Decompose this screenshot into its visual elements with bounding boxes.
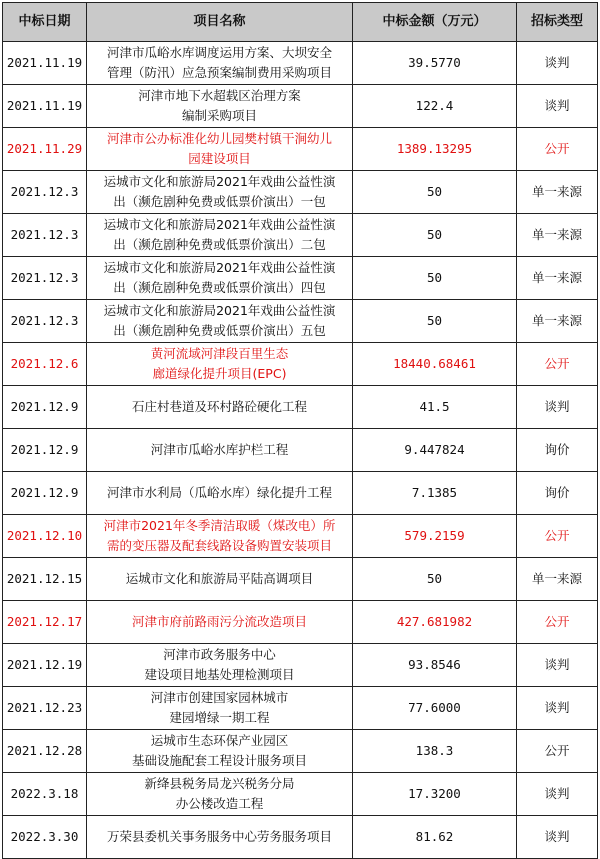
table-row bbox=[3, 429, 598, 472]
project-name-line-2: 管理（防汛）应急预案编制费用采购项目 bbox=[106, 65, 332, 80]
row-project-name bbox=[87, 85, 353, 128]
row-project-name bbox=[87, 601, 353, 644]
project-name-line-1: 河津市政务服务中心 bbox=[163, 647, 276, 662]
table-row bbox=[3, 644, 598, 687]
row-date: 2021.12.3 bbox=[3, 214, 87, 257]
row-date: 2021.12.9 bbox=[3, 472, 87, 515]
project-name-line-2: 出（濒危剧种免费或低票价演出）四包 bbox=[113, 280, 326, 295]
project-name-line-1: 运城市文化和旅游局2021年戏曲公益性演 bbox=[103, 303, 336, 318]
row-amount: 77.6000 bbox=[353, 687, 517, 730]
row-date: 2022.3.30 bbox=[3, 816, 87, 859]
row-amount: 39.5770 bbox=[353, 42, 517, 85]
project-name-line-2: 建设项目地基处理检测项目 bbox=[144, 667, 295, 682]
row-project-name bbox=[87, 128, 353, 171]
table-row bbox=[3, 816, 598, 859]
project-name-line-1: 河津市2021年冬季清洁取暖（煤改电）所 bbox=[103, 518, 336, 533]
project-name-line-1: 石庄村巷道及环村路砼硬化工程 bbox=[131, 399, 307, 414]
row-project-name bbox=[87, 644, 353, 687]
project-name-line-1: 运城市文化和旅游局2021年戏曲公益性演 bbox=[103, 174, 336, 189]
table-row bbox=[3, 171, 598, 214]
row-bid-type: 单一来源 bbox=[517, 257, 598, 300]
project-name-line-2: 园建设项目 bbox=[188, 151, 251, 166]
row-bid-type: 公开 bbox=[517, 601, 598, 644]
row-date: 2021.12.3 bbox=[3, 257, 87, 300]
project-name-line-2: 出（濒危剧种免费或低票价演出）一包 bbox=[113, 194, 326, 209]
row-project-name bbox=[87, 214, 353, 257]
row-date: 2021.12.3 bbox=[3, 171, 87, 214]
project-name-line-1: 河津市创建国家园林城市 bbox=[150, 690, 289, 705]
project-name-line-1: 黄河流域河津段百里生态 bbox=[150, 346, 289, 361]
table-row bbox=[3, 343, 598, 386]
row-amount: 1389.13295 bbox=[353, 128, 517, 171]
table-body bbox=[3, 42, 598, 859]
row-bid-type: 公开 bbox=[517, 343, 598, 386]
row-bid-type: 公开 bbox=[517, 515, 598, 558]
row-amount: 122.4 bbox=[353, 85, 517, 128]
row-bid-type: 询价 bbox=[517, 472, 598, 515]
project-name-line-1: 河津市瓜峪水库护栏工程 bbox=[150, 442, 289, 457]
project-name-line-1: 河津市瓜峪水库调度运用方案、大坝安全 bbox=[106, 45, 332, 60]
row-project-name bbox=[87, 816, 353, 859]
table-row bbox=[3, 773, 598, 816]
row-project-name bbox=[87, 773, 353, 816]
project-name-line-1: 运城市文化和旅游局2021年戏曲公益性演 bbox=[103, 260, 336, 275]
row-date: 2021.12.23 bbox=[3, 687, 87, 730]
header-date: 中标日期 bbox=[3, 3, 87, 42]
project-name-line-1: 运城市生态环保产业园区 bbox=[150, 733, 289, 748]
bid-results-table bbox=[2, 2, 598, 859]
row-project-name bbox=[87, 386, 353, 429]
row-bid-type: 公开 bbox=[517, 730, 598, 773]
project-name-line-2: 基础设施配套工程设计服务项目 bbox=[131, 753, 307, 768]
row-project-name bbox=[87, 730, 353, 773]
row-date: 2021.12.3 bbox=[3, 300, 87, 343]
row-amount: 50 bbox=[353, 214, 517, 257]
row-bid-type: 谈判 bbox=[517, 85, 598, 128]
table-row bbox=[3, 687, 598, 730]
row-bid-type: 公开 bbox=[517, 128, 598, 171]
row-date: 2021.12.9 bbox=[3, 429, 87, 472]
row-date: 2021.12.19 bbox=[3, 644, 87, 687]
row-project-name bbox=[87, 429, 353, 472]
row-bid-type: 单一来源 bbox=[517, 558, 598, 601]
row-amount: 93.8546 bbox=[353, 644, 517, 687]
row-date: 2021.11.19 bbox=[3, 42, 87, 85]
project-name-line-1: 河津市府前路雨污分流改造项目 bbox=[131, 614, 307, 629]
row-amount: 17.3200 bbox=[353, 773, 517, 816]
table-row bbox=[3, 85, 598, 128]
row-project-name bbox=[87, 687, 353, 730]
row-project-name bbox=[87, 42, 353, 85]
table-row bbox=[3, 472, 598, 515]
row-amount: 7.1385 bbox=[353, 472, 517, 515]
table-row bbox=[3, 257, 598, 300]
project-name-line-2: 建园增绿一期工程 bbox=[169, 710, 270, 725]
row-bid-type: 单一来源 bbox=[517, 171, 598, 214]
row-amount: 81.62 bbox=[353, 816, 517, 859]
project-name-line-1: 万荣县委机关事务服务中心劳务服务项目 bbox=[106, 829, 332, 844]
row-date: 2021.12.9 bbox=[3, 386, 87, 429]
project-name-line-1: 河津市水利局（瓜峪水库）绿化提升工程 bbox=[106, 485, 332, 500]
header-project: 项目名称 bbox=[87, 3, 353, 42]
row-amount: 50 bbox=[353, 257, 517, 300]
table-row bbox=[3, 558, 598, 601]
table-row bbox=[3, 42, 598, 85]
table-row bbox=[3, 300, 598, 343]
row-bid-type: 谈判 bbox=[517, 42, 598, 85]
row-date: 2021.12.17 bbox=[3, 601, 87, 644]
project-name-line-2: 廊道绿化提升项目(EPC) bbox=[152, 366, 287, 381]
row-project-name bbox=[87, 171, 353, 214]
row-bid-type: 谈判 bbox=[517, 687, 598, 730]
row-date: 2021.11.29 bbox=[3, 128, 87, 171]
table-row bbox=[3, 214, 598, 257]
row-bid-type: 谈判 bbox=[517, 773, 598, 816]
project-name-line-1: 运城市文化和旅游局2021年戏曲公益性演 bbox=[103, 217, 336, 232]
project-name-line-1: 河津市地下水超载区治理方案 bbox=[138, 88, 301, 103]
row-amount: 50 bbox=[353, 171, 517, 214]
project-name-line-1: 河津市公办标准化幼儿园樊村镇干涧幼儿 bbox=[106, 131, 332, 146]
header-amount: 中标金额（万元） bbox=[353, 3, 517, 42]
row-bid-type: 单一来源 bbox=[517, 214, 598, 257]
row-amount: 9.447824 bbox=[353, 429, 517, 472]
row-bid-type: 询价 bbox=[517, 429, 598, 472]
table-row bbox=[3, 386, 598, 429]
header-row bbox=[3, 3, 598, 42]
row-amount: 50 bbox=[353, 300, 517, 343]
header-type: 招标类型 bbox=[517, 3, 598, 42]
table-row bbox=[3, 515, 598, 558]
project-name-line-2: 需的变压器及配套线路设备购置安装项目 bbox=[106, 538, 332, 553]
row-bid-type: 谈判 bbox=[517, 386, 598, 429]
row-project-name bbox=[87, 558, 353, 601]
row-project-name bbox=[87, 300, 353, 343]
row-date: 2021.12.6 bbox=[3, 343, 87, 386]
row-date: 2022.3.18 bbox=[3, 773, 87, 816]
row-bid-type: 谈判 bbox=[517, 816, 598, 859]
row-amount: 18440.68461 bbox=[353, 343, 517, 386]
row-project-name bbox=[87, 257, 353, 300]
row-bid-type: 单一来源 bbox=[517, 300, 598, 343]
table-row bbox=[3, 128, 598, 171]
row-amount: 41.5 bbox=[353, 386, 517, 429]
row-project-name bbox=[87, 515, 353, 558]
table-row bbox=[3, 601, 598, 644]
row-project-name bbox=[87, 343, 353, 386]
table-row bbox=[3, 730, 598, 773]
row-project-name bbox=[87, 472, 353, 515]
row-amount: 138.3 bbox=[353, 730, 517, 773]
project-name-line-1: 运城市文化和旅游局平陆高调项目 bbox=[125, 571, 314, 586]
project-name-line-2: 出（濒危剧种免费或低票价演出）五包 bbox=[113, 323, 326, 338]
project-name-line-2: 编制采购项目 bbox=[181, 108, 257, 123]
row-date: 2021.12.10 bbox=[3, 515, 87, 558]
row-amount: 427.681982 bbox=[353, 601, 517, 644]
row-date: 2021.11.19 bbox=[3, 85, 87, 128]
row-amount: 50 bbox=[353, 558, 517, 601]
project-name-line-1: 新绛县税务局龙兴税务分局 bbox=[144, 776, 295, 791]
project-name-line-2: 出（濒危剧种免费或低票价演出）二包 bbox=[113, 237, 326, 252]
row-date: 2021.12.28 bbox=[3, 730, 87, 773]
row-bid-type: 谈判 bbox=[517, 644, 598, 687]
project-name-line-2: 办公楼改造工程 bbox=[175, 796, 264, 811]
row-date: 2021.12.15 bbox=[3, 558, 87, 601]
row-amount: 579.2159 bbox=[353, 515, 517, 558]
